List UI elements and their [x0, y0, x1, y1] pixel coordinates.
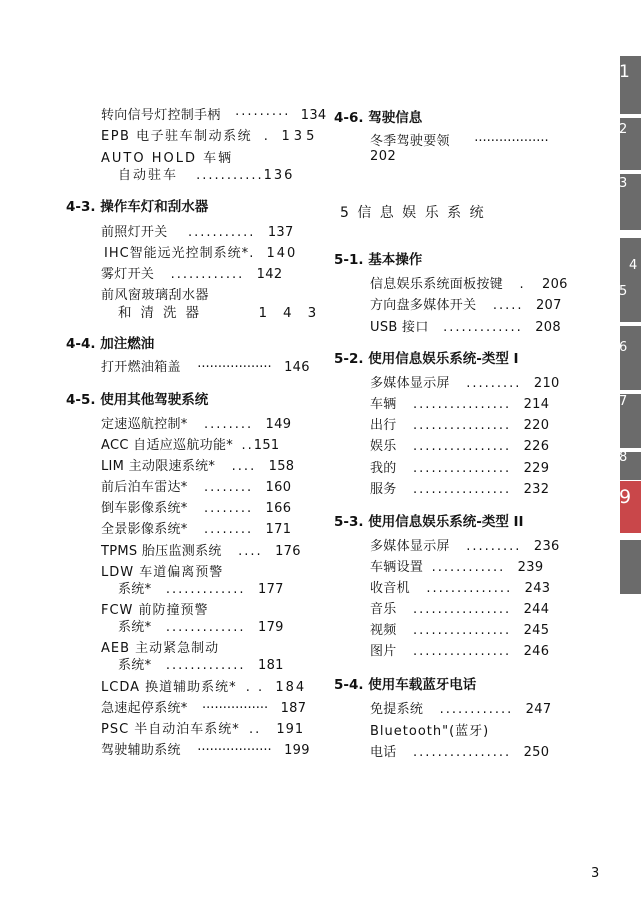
entry-title: 冬季驾驶要领: [370, 134, 450, 149]
entry-title: 和清洗器: [118, 305, 208, 321]
section-heading[interactable]: 5-1. 基本操作: [334, 252, 423, 268]
entry-title: 多媒体显示屏: [370, 376, 450, 391]
entry-page: 210: [533, 376, 560, 391]
toc-entry-line1[interactable]: LDW 车道偏离预警: [101, 565, 224, 580]
entry-page: 166: [265, 501, 292, 516]
toc-entry[interactable]: [101, 540, 301, 559]
entry-page: 171: [265, 522, 292, 537]
entry-title: 定速巡航控制*: [101, 417, 188, 432]
entry-title: 转向信号灯控制手柄: [101, 108, 221, 123]
toc-entry[interactable]: [101, 697, 306, 716]
toc-entry[interactable]: [370, 393, 549, 412]
entry-leader: .............: [165, 658, 246, 673]
entry-page: 236: [533, 539, 560, 554]
entry-leader: .............: [443, 320, 523, 335]
toc-entry[interactable]: [370, 556, 543, 575]
entry-title: 我的: [370, 461, 397, 476]
entry-page: 158: [268, 459, 295, 474]
toc-entry[interactable]: [101, 356, 310, 375]
toc-entry-line1[interactable]: [370, 130, 549, 149]
toc-entry[interactable]: [101, 413, 291, 432]
toc-entry[interactable]: [370, 598, 549, 617]
entry-page: 207: [535, 298, 562, 313]
entry-title: 多媒体显示屏: [370, 539, 450, 554]
entry-title: 前照灯开关: [101, 225, 168, 240]
toc-entry[interactable]: [101, 434, 279, 453]
entry-page: 244: [523, 602, 550, 617]
chapter-tab-7[interactable]: [620, 394, 641, 448]
entry-leader: .........: [466, 376, 522, 391]
entry-page: 160: [265, 480, 292, 495]
section-heading[interactable]: 5-4. 使用车载蓝牙电话: [334, 677, 477, 693]
chapter-tab-9[interactable]: [620, 481, 641, 533]
toc-entry[interactable]: [101, 497, 291, 516]
toc-entry[interactable]: [370, 435, 549, 454]
toc-entry-line2[interactable]: [118, 654, 284, 673]
toc-entry[interactable]: [101, 455, 294, 474]
entry-title: 收音机: [370, 581, 410, 596]
entry-page: 239: [517, 560, 544, 575]
entry-leader: ................: [413, 623, 512, 638]
toc-entry-line1[interactable]: AUTO HOLD 车辆: [101, 151, 234, 166]
toc-entry[interactable]: [101, 221, 294, 240]
toc-entry[interactable]: [370, 372, 560, 391]
toc-entry[interactable]: [101, 718, 304, 737]
entry-page: 151: [253, 438, 280, 453]
entry-page: 226: [523, 439, 550, 454]
entry-leader: ...........: [187, 225, 256, 240]
entry-page: 176: [275, 544, 301, 559]
toc-entry[interactable]: [101, 518, 291, 537]
entry-title: 服务: [370, 482, 397, 497]
tab-label: 6: [619, 340, 628, 355]
entry-leader: .....: [492, 298, 524, 313]
tab-label: 7: [619, 394, 628, 409]
entry-page: 229: [523, 461, 550, 476]
entry-title: 雾灯开关: [101, 267, 155, 282]
toc-entry[interactable]: [101, 676, 306, 695]
section-heading[interactable]: 4-3. 操作车灯和刮水器: [66, 199, 209, 215]
entry-title: 打开燃油箱盖: [101, 360, 181, 375]
chapter-tab-2[interactable]: [620, 118, 641, 170]
entry-title: 信息娱乐系统面板按键: [370, 277, 504, 292]
toc-entry[interactable]: [370, 414, 549, 433]
toc-entry[interactable]: [370, 316, 561, 335]
entry-title: 急速起停系统*: [101, 701, 188, 716]
entry-leader: ................: [413, 397, 512, 412]
entry-page: 208: [535, 320, 561, 335]
entry-title: 出行: [370, 418, 397, 433]
entry-leader: ............: [170, 267, 245, 282]
entry-leader: ........: [204, 480, 254, 495]
entry-leader: ....: [231, 459, 257, 474]
section-heading[interactable]: 4-4. 加注燃油: [66, 336, 155, 352]
entry-page: 199: [284, 743, 310, 758]
entry-page: 246: [523, 644, 550, 659]
entry-page: 149: [265, 417, 292, 432]
entry-title: 系统*: [118, 582, 152, 597]
entry-title: 倒车影像系统*: [101, 501, 188, 516]
toc-entry[interactable]: [101, 104, 327, 123]
entry-page: 245: [523, 623, 550, 638]
entry-leader: ··················: [197, 743, 272, 758]
entry-leader: ........: [204, 522, 254, 537]
entry-title: EPB 电子驻车制动系统: [101, 129, 253, 144]
entry-title: 驾驶辅助系统: [101, 743, 181, 758]
entry-leader: ················: [202, 701, 269, 716]
entry-title: 娱乐: [370, 439, 397, 454]
entry-leader: ............: [431, 560, 506, 575]
entry-leader: ........: [204, 417, 254, 432]
toc-entry[interactable]: [370, 535, 560, 554]
entry-title: IHC智能远光控制系统*: [104, 246, 250, 261]
tab-label: 2: [619, 122, 628, 137]
entry-title: LIM 主动限速系统*: [101, 459, 216, 474]
entry-page: 142: [256, 267, 283, 282]
entry-leader: .............: [165, 582, 246, 597]
entry-title: 车辆设置: [370, 560, 424, 575]
entry-page: 137: [267, 225, 294, 240]
entry-page: 243: [524, 581, 551, 596]
entry-title: 方向盘多媒体开关: [370, 298, 477, 313]
entry-page: 232: [523, 482, 550, 497]
entry-page: 134: [300, 108, 327, 123]
page-number: 3: [591, 866, 600, 881]
entry-title: 系统*: [118, 620, 152, 635]
entry-leader: ................: [413, 602, 512, 617]
section-heading[interactable]: 5-3. 使用信息娱乐系统-类型 II: [334, 514, 524, 530]
entry-page: 187: [280, 701, 307, 716]
entry-page: 179: [258, 620, 284, 635]
entry-leader: ........: [204, 501, 254, 516]
toc-entry[interactable]: [101, 263, 282, 282]
entry-title: 全景影像系统*: [101, 522, 188, 537]
entry-page: 177: [258, 582, 284, 597]
toc-entry[interactable]: [370, 698, 551, 717]
toc-entry-line2[interactable]: [118, 616, 284, 635]
entry-page: 135: [281, 129, 319, 144]
entry-page: 214: [523, 397, 550, 412]
toc-entry[interactable]: [370, 640, 549, 659]
entry-page: 184: [275, 680, 307, 695]
entry-leader: ...........: [196, 168, 264, 183]
entry-leader: ..............: [426, 581, 513, 596]
entry-page: 250: [523, 745, 550, 760]
entry-leader: ................: [413, 644, 512, 659]
toc-entry[interactable]: [370, 273, 568, 292]
chapter-tab-3[interactable]: [620, 174, 641, 230]
entry-title: LCDA 换道辅助系统*: [101, 680, 237, 695]
toc-entry-line1[interactable]: FCW 前防撞预警: [101, 603, 209, 618]
entry-title: TPMS 胎压监测系统: [101, 544, 222, 559]
entry-leader: .: [249, 246, 256, 261]
entry-title: 车辆: [370, 397, 397, 412]
entry-title: 图片: [370, 644, 397, 659]
entry-leader: ..: [241, 438, 254, 453]
entry-leader: . .: [245, 680, 265, 695]
section-heading[interactable]: 4-5. 使用其他驾驶系统: [66, 392, 209, 408]
entry-page: 136: [263, 168, 295, 183]
toc-entry[interactable]: [370, 294, 562, 313]
entry-page: 220: [523, 418, 550, 433]
entry-title: 视频: [370, 623, 397, 638]
tab-label: 4: [629, 258, 638, 273]
entry-leader: ................: [413, 461, 512, 476]
entry-leader: ................: [413, 439, 512, 454]
tab-label: 3: [619, 176, 628, 191]
entry-leader: .........: [466, 539, 522, 554]
entry-page: 181: [258, 658, 284, 673]
toc-entry-line2[interactable]: [118, 578, 284, 597]
entry-title: USB 接口: [370, 320, 429, 335]
entry-leader: ................: [413, 418, 512, 433]
entry-page: 191: [276, 722, 305, 737]
entry-title: 前后泊车雷达*: [101, 480, 188, 495]
tab-label: 8: [619, 450, 628, 465]
entry-leader: .............: [165, 620, 246, 635]
toc-entry[interactable]: [370, 478, 549, 497]
chapter-tab-blank[interactable]: [620, 540, 641, 594]
tab-label: 1: [619, 62, 630, 82]
toc-entry[interactable]: [370, 577, 550, 596]
toc-entry[interactable]: [370, 457, 549, 476]
toc-entry[interactable]: [104, 242, 297, 261]
entry-title: 音乐: [370, 602, 397, 617]
chapter-tab-6[interactable]: [620, 326, 641, 390]
chapter-tab-4-5[interactable]: [620, 238, 641, 322]
entry-leader: .: [263, 129, 270, 144]
entry-title: 免提系统: [370, 702, 424, 717]
toc-entry-line2[interactable]: [370, 741, 549, 760]
toc-entry-line1[interactable]: 前风窗玻璃刮水器: [101, 288, 210, 303]
entry-leader: ··················: [197, 360, 272, 375]
toc-entry[interactable]: [101, 739, 310, 758]
tab-label: 5: [619, 284, 628, 299]
chapter-title[interactable]: 5 信 息 娱 乐 系 统: [340, 205, 486, 221]
entry-title: 自动驻车: [118, 168, 179, 183]
entry-leader: ................: [413, 745, 512, 760]
entry-title: 系统*: [118, 658, 152, 673]
entry-page: 247: [525, 702, 552, 717]
entry-title: ACC 自适应巡航功能*: [101, 438, 234, 453]
entry-page: 143: [258, 305, 333, 321]
chapter-tab-1[interactable]: [620, 56, 641, 114]
entry-page: 206: [542, 277, 568, 292]
entry-leader: ·········: [235, 108, 291, 123]
entry-title: 电话: [370, 745, 397, 760]
toc-entry-line2[interactable]: [118, 301, 332, 321]
entry-leader: ··················: [474, 134, 549, 149]
entry-leader: ..: [248, 722, 262, 737]
entry-leader: .: [519, 277, 526, 292]
toc-entry-line1[interactable]: Bluetooth"(蓝牙): [370, 724, 490, 739]
entry-title: PSC 半自动泊车系统*: [101, 722, 240, 737]
entry-page[interactable]: 202: [370, 149, 397, 164]
entry-page: 146: [284, 360, 310, 375]
toc-entry-line1[interactable]: AEB 主动紧急制动: [101, 641, 220, 656]
tab-label: 9: [619, 486, 632, 508]
entry-leader: ................: [413, 482, 512, 497]
section-heading[interactable]: 5-2. 使用信息娱乐系统-类型 I: [334, 351, 519, 367]
toc-entry[interactable]: [101, 476, 291, 495]
entry-leader: ............: [439, 702, 514, 717]
section-heading[interactable]: 4-6. 驾驶信息: [334, 110, 423, 126]
entry-leader: ....: [238, 544, 263, 559]
toc-entry-line2[interactable]: [118, 164, 294, 183]
chapter-tab-8[interactable]: [620, 452, 641, 480]
entry-page: 140: [266, 246, 298, 261]
toc-entry[interactable]: [370, 619, 549, 638]
toc-entry[interactable]: [101, 125, 318, 144]
